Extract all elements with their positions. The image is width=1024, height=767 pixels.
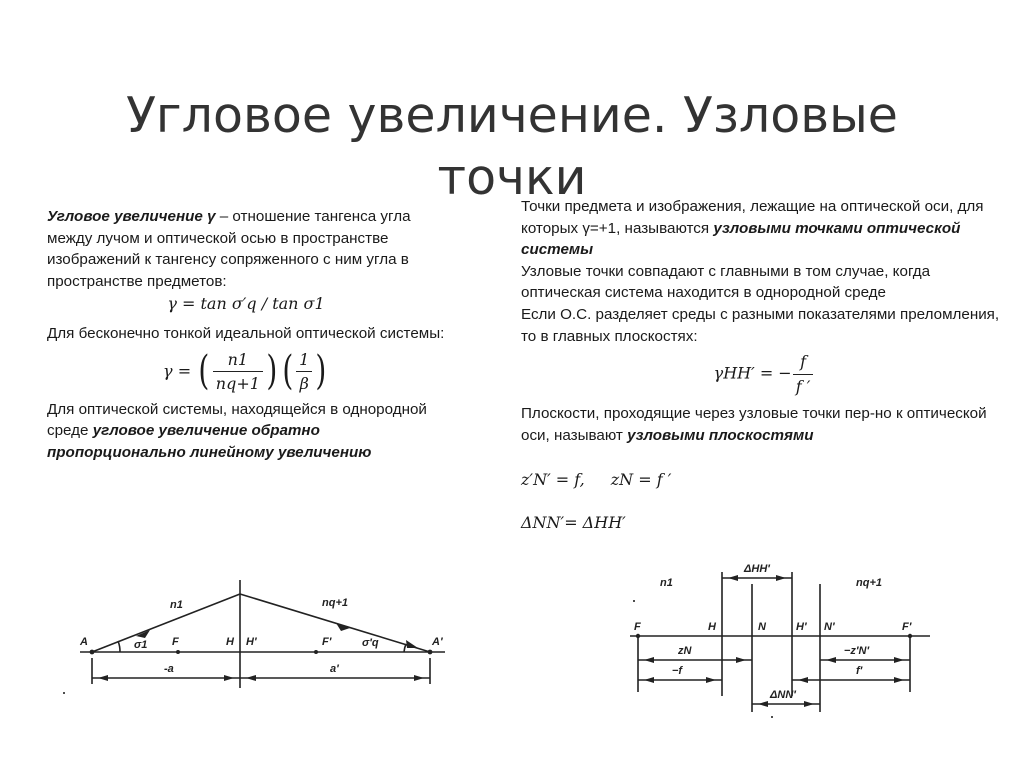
label-H-prime: H′	[246, 636, 257, 648]
angle-arc-sigmaq	[404, 644, 406, 652]
left-column	[47, 206, 445, 464]
homogeneous-emphasis: угловое увеличение обратно пропорционально линейному увеличению	[47, 422, 372, 461]
nodal-points-definition	[521, 196, 1007, 261]
angular-magnification-definition	[47, 206, 445, 292]
incident-ray	[92, 594, 240, 652]
formula-gamma-hh	[521, 351, 1007, 397]
label-n1: n1	[170, 599, 183, 611]
label-H: H	[708, 621, 716, 633]
label-A-prime: A′	[432, 636, 443, 648]
formula-gamma-hh-lhs: γHH′ = −	[713, 363, 792, 383]
label-minus-a: -a	[164, 663, 174, 675]
homogeneous-medium-text	[47, 399, 445, 464]
label-H: H	[226, 636, 234, 648]
nodal-points-diagram	[620, 556, 940, 726]
nodal-emphasis: узловыми точками оптической системы	[521, 219, 961, 259]
label-f-prime: f′	[856, 665, 863, 677]
slide-title: Угловое увеличение. Узловые точки	[126, 86, 898, 206]
label-nq1: nq+1	[856, 577, 882, 589]
nodal-plain: Точки предмета и изображения, лежащие на оптической оси, для которых γ=+1, называются	[521, 198, 984, 237]
frac-num-f: f	[793, 351, 814, 375]
frac-den-beta: β	[299, 374, 309, 394]
label-H-prime: H′	[796, 621, 807, 633]
label-minus-f: −f	[672, 665, 683, 677]
frac-num-1: 1	[296, 349, 312, 373]
formula-gamma-thin: γ = ( $\frac{n1}{nq+1}$ ) ( $\frac{1}{\beta}$ )	[163, 347, 327, 394]
frac-num-n1: n1	[213, 349, 263, 373]
label-a-prime: a′	[330, 663, 339, 675]
label-sigmaq: σ′q	[362, 637, 379, 649]
label-n1: n1	[660, 577, 673, 589]
label-F: F	[172, 636, 179, 648]
label-delta-NN: ΔNN′	[770, 689, 796, 701]
nodal-planes-plain: Плоскости, проходящие через узловые точки пер-но к оптической оси, называют	[521, 405, 987, 444]
formula-gamma-tan: γ = tan σ′q / tan σ1	[167, 294, 325, 314]
homogeneous-plain: Для оптической системы, находящейся в однородной среде	[47, 400, 427, 440]
label-delta-HH: ΔHH′	[744, 563, 770, 575]
label-minus-zN: −z′N′	[844, 645, 870, 657]
formula-z	[521, 469, 1007, 491]
definition-text: – отношение тангенса угла между лучом и оптической осью в пространстве изображений к тангенсу сопряженного с ним угла в пространстве предметов:	[47, 208, 411, 290]
label-F: F	[634, 621, 641, 633]
label-F-prime: F′	[902, 621, 912, 633]
nodal-planes-text	[521, 403, 1007, 446]
nodal-coincide-text: Узловые точки совпадают с главными в том случае, когда оптическая система находится в однородной среде	[521, 262, 931, 302]
formula-delta: ΔNN′= ΔHH′	[521, 513, 626, 533]
formula-z2: zN = f ′	[610, 469, 672, 489]
frac-den-nq1: nq+1	[215, 374, 260, 394]
label-N-prime: N′	[824, 621, 835, 633]
thin-system-text: Для бесконечно тонкой идеальной оптической системы:	[47, 324, 445, 342]
label-zN: zN	[678, 645, 692, 657]
label-sigma1: σ1	[134, 639, 148, 651]
label-N: N	[758, 621, 766, 633]
formula-z1: z′N′ = f,	[521, 469, 585, 489]
label-nq1: nq+1	[322, 597, 348, 609]
frac-den-fprime: f ′	[795, 376, 811, 396]
label-F-prime: F′	[322, 636, 332, 648]
label-A: A	[80, 636, 88, 648]
angular-magnification-diagram	[40, 578, 460, 698]
nodal-planes-emphasis: узловыми плоскостями	[627, 426, 814, 444]
angle-arc-sigma1	[118, 641, 120, 652]
formula-lhs: γ =	[163, 361, 197, 381]
term-angular-magnification: Угловое увеличение γ	[47, 208, 216, 225]
right-column	[521, 196, 1007, 534]
different-media-text: Если О.С. разделяет среды с разными показателями преломления, то в главных плоскостях:	[521, 305, 1000, 345]
